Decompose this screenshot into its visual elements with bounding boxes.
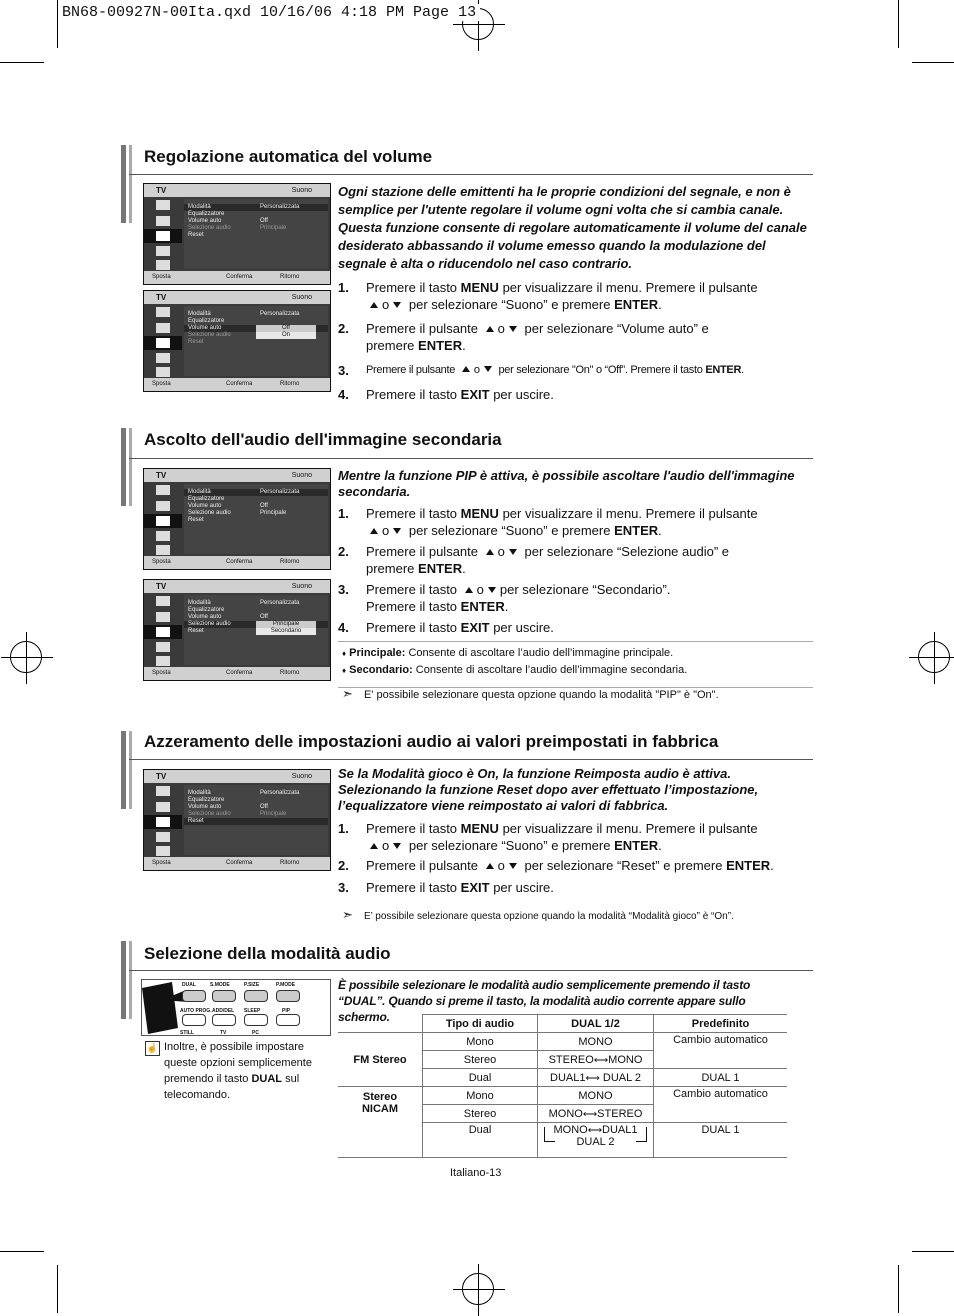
section-bar <box>129 145 132 223</box>
tv-menu-screenshot <box>143 290 331 392</box>
input-icon <box>156 545 170 555</box>
crop-mark <box>912 1251 954 1252</box>
menu-item: Volume auto <box>188 325 222 331</box>
up-arrow-icon <box>486 863 494 869</box>
crop-mark <box>57 1265 58 1313</box>
remote-hand-icon: ☝ <box>145 1041 160 1056</box>
section-title: Ascolto dell'audio dell'immagine secondaria <box>144 430 502 449</box>
crop-mark <box>0 62 44 63</box>
setup-icon <box>156 642 170 652</box>
down-arrow-icon <box>488 587 496 593</box>
step: 1. Premere il tasto MENU per visualizzare il menu. Premere il pulsante o per selezionare “Suono” e premere ENTER. <box>338 821 758 853</box>
step: 4. Premere il tasto EXIT per uscire. <box>338 620 554 635</box>
setup-icon <box>156 353 170 363</box>
picture-icon <box>156 200 170 210</box>
audio-mode-table: Tipo di audio DUAL 1/2 Predefinito FM Stereo Mono MONO Cambio automatico Stereo STEREO⟷MONO Dual DUAL1⟷ DUAL 2 DUAL 1 Stereo NICAM Mono MONO Cambio automatico Stereo MONO⟷STEREO Dual MONO⟷DUAL1 DUAL 2 DUAL 1 <box>338 1014 787 1158</box>
step: 1. Premere il tasto MENU per visualizzare il menu. Premere il pulsante o per selezionare “Suono” e premere ENTER. <box>338 506 758 538</box>
setup-icon <box>156 531 170 541</box>
up-arrow-icon <box>370 528 378 534</box>
menu-item: Selezione audio <box>188 332 231 338</box>
input-icon <box>156 846 170 856</box>
section-title: Selezione della modalità audio <box>144 944 391 963</box>
step: 2. Premere il pulsante o per selezionare “Reset” e premere ENTER. <box>338 858 774 873</box>
crop-mark <box>912 62 954 63</box>
section-title: Regolazione automatica del volume <box>144 147 433 166</box>
remote-button-icon <box>212 1014 236 1026</box>
section-rule <box>129 759 813 760</box>
down-arrow-icon <box>393 302 401 308</box>
up-arrow-icon <box>465 587 473 593</box>
menu-title: Suono <box>291 187 312 194</box>
dropdown-option: Secondario <box>256 628 316 635</box>
input-icon <box>156 367 170 377</box>
page-number: Italiano-13 <box>450 1167 502 1179</box>
menu-item: Modalità <box>188 311 211 317</box>
picture-icon <box>156 485 170 495</box>
registration-mark <box>462 1273 494 1305</box>
menu-value: Personalizzata <box>260 204 300 210</box>
crop-mark <box>898 0 899 48</box>
down-arrow-icon <box>393 528 401 534</box>
footer-confirm: Conferma <box>226 381 253 387</box>
option-descriptions: ♦ Principale: Consente di ascoltare l’audio dell’immagine principale. ♦ Secondario: Consente di ascoltare l’audio dell’immagine secondaria. <box>338 641 813 688</box>
channel-icon <box>156 216 170 226</box>
channel-icon <box>156 612 170 622</box>
menu-item: Volume auto <box>188 218 222 224</box>
step: 4. Premere il tasto EXIT per uscire. <box>338 387 554 402</box>
section-title: Azzeramento delle impostazioni audio ai valori preimpostati in fabbrica <box>144 732 719 751</box>
tv-menu-screenshot <box>143 183 331 285</box>
section-bar <box>121 941 126 1019</box>
step: 3. Premere il pulsante o per selezionare "On" o “Off”. Premere il tasto ENTER. <box>338 363 744 378</box>
registration-mark <box>918 641 950 673</box>
note-icon: ➣ <box>342 907 353 922</box>
tv-label: TV <box>156 186 167 195</box>
dropdown-option: Principale <box>256 621 316 628</box>
registration-mark <box>10 641 42 673</box>
file-header: BN68-00927N-00Ita.qxd 10/16/06 4:18 PM Page 13 <box>62 4 480 21</box>
note: ➣ E' possibile selezionare questa opzione quando la modalità "PIP" è "On". <box>342 686 719 701</box>
remote-note: Inoltre, è possibile impostare queste opzioni semplicemente premendo il tasto DUAL sul telecomando. <box>164 1041 312 1101</box>
section-bar <box>121 731 126 809</box>
menu-title: Suono <box>291 294 312 301</box>
note-icon: ➣ <box>342 686 353 701</box>
swap-arrow-icon: ⟷ <box>593 1054 609 1066</box>
up-arrow-icon <box>486 326 494 332</box>
setup-icon <box>156 832 170 842</box>
channel-icon <box>156 323 170 333</box>
picture-icon <box>156 307 170 317</box>
remote-button-icon <box>276 990 300 1002</box>
menu-value: Personalizzata <box>260 311 300 317</box>
section-intro: È possibile selezionare le modalità audio semplicemente premendo il tasto “DUAL”. Quando si preme il tasto, la modalità audio corrente appare sullo schermo. <box>338 978 751 1024</box>
menu-item: Selezione audio <box>188 225 231 231</box>
section-intro: Ogni stazione delle emittenti ha le proprie condizioni del segnale, e non è semplice per l'utente regolare il volume ogni volta che si cambia canale. Questa funzione consente di regolare automaticamente il volume del canale desiderato abbassando il volume emesso quando la modulazione del segnale è alta o riducendolo nel caso contrario. <box>338 184 807 271</box>
footer-confirm: Conferma <box>226 274 253 280</box>
menu-item: Reset <box>188 232 204 238</box>
step: 3. Premere il tasto o per selezionare “Secondario”. Premere il tasto ENTER. <box>338 582 671 614</box>
tv-menu-screenshot: TV Suono Modalità Personalizzata Equalizzatore Volume auto Off Selezione audio Principale Reset Sposta Conferma Ritorno <box>143 769 331 871</box>
sound-icon <box>156 627 170 637</box>
swap-arrow-icon: ⟷ <box>585 1072 600 1084</box>
up-arrow-icon <box>462 366 470 372</box>
menu-item: Modalità <box>188 204 211 210</box>
channel-icon <box>156 501 170 511</box>
crop-mark <box>0 1251 44 1252</box>
dual-button-icon <box>182 990 206 1002</box>
section-bar <box>129 428 132 506</box>
section-bar <box>129 941 132 1019</box>
channel-icon <box>156 802 170 812</box>
remote-button-icon <box>182 1014 206 1026</box>
section-intro: Mentre la funzione PIP è attiva, è possibile ascoltare l'audio dell'immagine secondaria. <box>338 468 795 499</box>
dropdown-option: Off <box>256 325 316 332</box>
step: 3. Premere il tasto EXIT per uscire. <box>338 880 554 895</box>
footer-return: Ritorno <box>280 274 300 280</box>
section-rule <box>129 458 813 459</box>
menu-value: Off <box>260 218 268 224</box>
step-number: 1. <box>338 280 349 295</box>
section-rule <box>129 970 813 971</box>
section-rule <box>129 174 813 175</box>
remote-button-icon <box>244 990 268 1002</box>
sound-icon <box>156 338 170 348</box>
menu-item: Equalizzatore <box>188 211 225 217</box>
note: ➣ E’ possibile selezionare questa opzione quando la modalità “Modalità gioco” è “On”. <box>342 907 734 922</box>
sound-icon <box>156 231 170 241</box>
footer-return: Ritorno <box>280 381 300 387</box>
menu-item: Equalizzatore <box>188 318 225 324</box>
footer-move: Sposta <box>152 381 171 387</box>
cycle-arrow-icon <box>636 1127 647 1142</box>
remote-button-icon <box>276 1014 300 1026</box>
crop-mark <box>57 0 58 48</box>
down-arrow-icon <box>509 326 517 332</box>
input-icon <box>156 656 170 666</box>
remote-button-icon <box>244 1014 268 1026</box>
picture-icon <box>156 786 170 796</box>
menu-value: Principale <box>260 225 287 231</box>
up-arrow-icon <box>370 843 378 849</box>
swap-arrow-icon: ⟷ <box>587 1125 603 1136</box>
up-arrow-icon <box>486 549 494 555</box>
dropdown-option: On <box>256 332 316 339</box>
picture-icon <box>156 596 170 606</box>
down-arrow-icon <box>393 843 401 849</box>
footer-move: Sposta <box>152 274 171 280</box>
down-arrow-icon <box>484 366 492 372</box>
section-bar <box>121 145 126 223</box>
cycle-arrow-icon <box>544 1127 555 1142</box>
tv-menu-screenshot: TV Suono Modalità Personalizzata Equalizzatore Volume auto Off Selezione audio Principale Reset Sposta Conferma Ritorno <box>143 468 331 570</box>
crop-mark <box>898 1265 899 1313</box>
up-arrow-icon <box>370 302 378 308</box>
sound-icon <box>156 516 170 526</box>
remote-control-illustration: DUAL S.MODE P.SIZE P.MODE AUTO PROG. ADD/DEL SLEEP PIP STILL TV PC <box>141 979 331 1036</box>
menu-item: Reset <box>188 339 204 345</box>
step: 2. Premere il pulsante o per selezionare “Volume auto” e premere ENTER. <box>338 321 709 353</box>
down-arrow-icon <box>509 863 517 869</box>
step: 1. Premere il tasto MENU per visualizzare il menu. Premere il pulsante o per selezionare “Suono” e premere ENTER. <box>338 280 758 312</box>
setup-icon <box>156 246 170 256</box>
tv-label: TV <box>156 293 167 302</box>
section-intro: Se la Modalità gioco è On, la funzione Reimposta audio è attiva. Selezionando la funzione Reset dopo aver effettuato l’impostazione, l’equalizzatore viene reimpostato ai valori di fabbrica. <box>338 766 759 813</box>
step: 2. Premere il pulsante o per selezionare “Selezione audio” e premere ENTER. <box>338 544 729 576</box>
input-icon <box>156 260 170 270</box>
sound-icon <box>156 817 170 827</box>
section-bar <box>121 428 126 506</box>
tv-menu-screenshot: TV Suono Modalità Personalizzata Equalizzatore Volume auto Off Selezione audio Principale Reset Secondario Sposta Conferma Ritorno <box>143 579 331 681</box>
down-arrow-icon <box>509 549 517 555</box>
remote-button-icon <box>212 990 236 1002</box>
swap-arrow-icon: ⟷ <box>582 1108 598 1120</box>
section-bar <box>129 731 132 809</box>
